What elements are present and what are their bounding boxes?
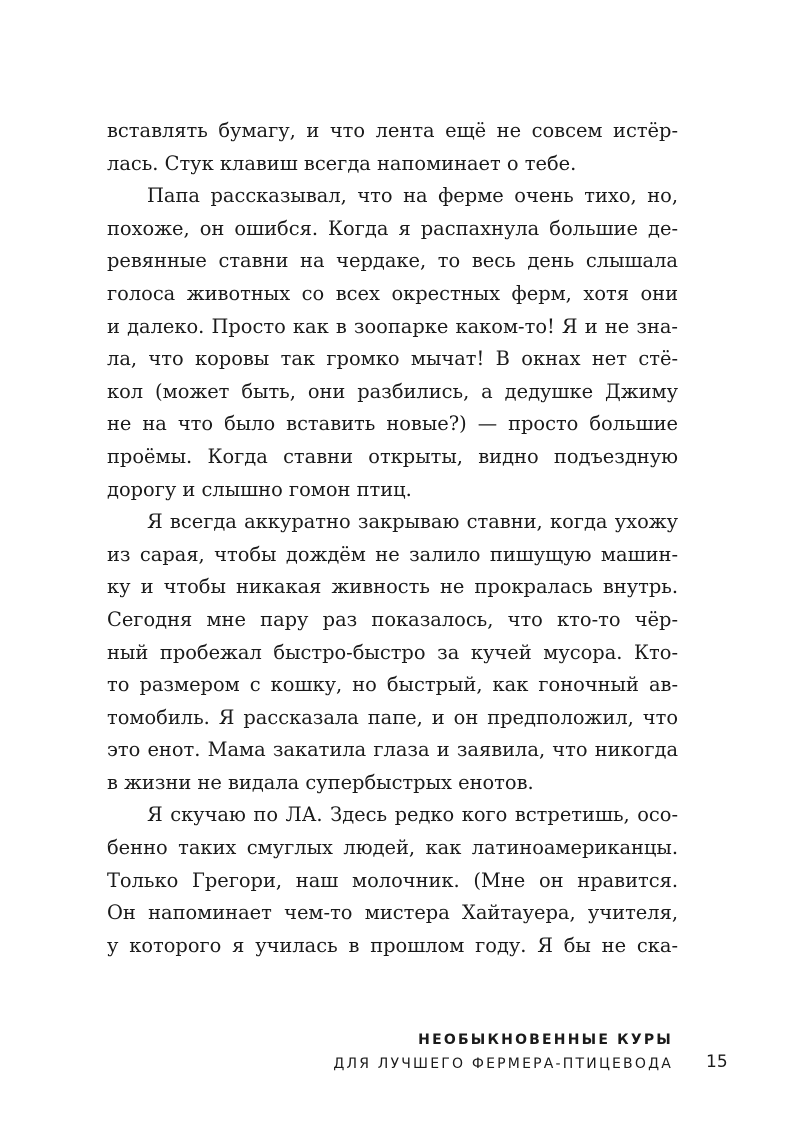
text-line: ла, что коровы так громко мычат! В окнах нет стё- — [107, 347, 678, 371]
text-line: из сарая, чтобы дождём не залило пишущую машин- — [107, 542, 678, 566]
text-line: Я скучаю по ЛА. Здесь редко кого встретишь, осо- — [147, 803, 678, 827]
text-line: проёмы. Когда ставни открыты, видно подъездную — [107, 444, 678, 468]
body-text — [107, 115, 678, 962]
text-line: Папа рассказывал, что на ферме очень тихо, но, — [147, 184, 678, 208]
text-line: вставлять бумагу, и что лента ещё не совсем истёр- — [107, 119, 678, 142]
text-line: ный пробежал быстро-быстро за кучей мусора. Кто- — [107, 640, 678, 664]
text-line: бенно таких смуглых людей, как латиноамериканцы. — [107, 836, 678, 860]
text-line: то размером с кошку, но быстрый, как гоночный ав- — [107, 673, 678, 697]
text-line: кол (может быть, они разбились, а дедушке Джиму — [107, 379, 678, 403]
text-line: ревянные ставни на чердаке, то весь день слышала — [107, 249, 678, 273]
page-number: 15 — [706, 1052, 728, 1072]
text-line: у которого я училась в прошлом году. Я бы не ска- — [107, 933, 678, 957]
text-line: не на что было вставить новые?) — просто большие — [107, 412, 678, 436]
text-line: в жизни не видала супербыстрых енотов. — [107, 770, 534, 794]
text-line: Я всегда аккуратно закрываю ставни, когда ухожу — [147, 510, 678, 534]
text-line: и далеко. Просто как в зоопарке каком-то! Я и не зна- — [107, 314, 678, 338]
text-line: Только Грегори, наш молочник. (Мне он нравится. — [107, 868, 678, 892]
text-line: томобиль. Я рассказала папе, и он предположил, что — [107, 705, 678, 729]
text-line: это енот. Мама закатила глаза и заявила, что никогда — [107, 738, 678, 762]
text-line: лась. Стук клавиш всегда напоминает о тебе. — [107, 151, 577, 175]
book-title: НЕОБЫКНОВЕННЫЕ КУРЫ — [418, 1032, 673, 1048]
text-line: похоже, он ошибся. Когда я распахнула большие де- — [107, 216, 678, 240]
text-line: Он напоминает чем-то мистера Хайтауера, учителя, — [107, 901, 678, 925]
text-line: ку и чтобы никакая живность не прокралась внутрь. — [107, 575, 678, 599]
running-footer — [333, 1028, 673, 1076]
book-subtitle: ДЛЯ ЛУЧШЕГО ФЕРМЕРА-ПТИЦЕВОДА — [333, 1056, 673, 1072]
text-line: Сегодня мне пару раз показалось, что кто-то чёр- — [107, 607, 678, 631]
text-line: дорогу и слышно гомон птиц. — [107, 477, 412, 501]
text-line: голоса животных со всех окрестных ферм, хотя они — [107, 281, 678, 305]
